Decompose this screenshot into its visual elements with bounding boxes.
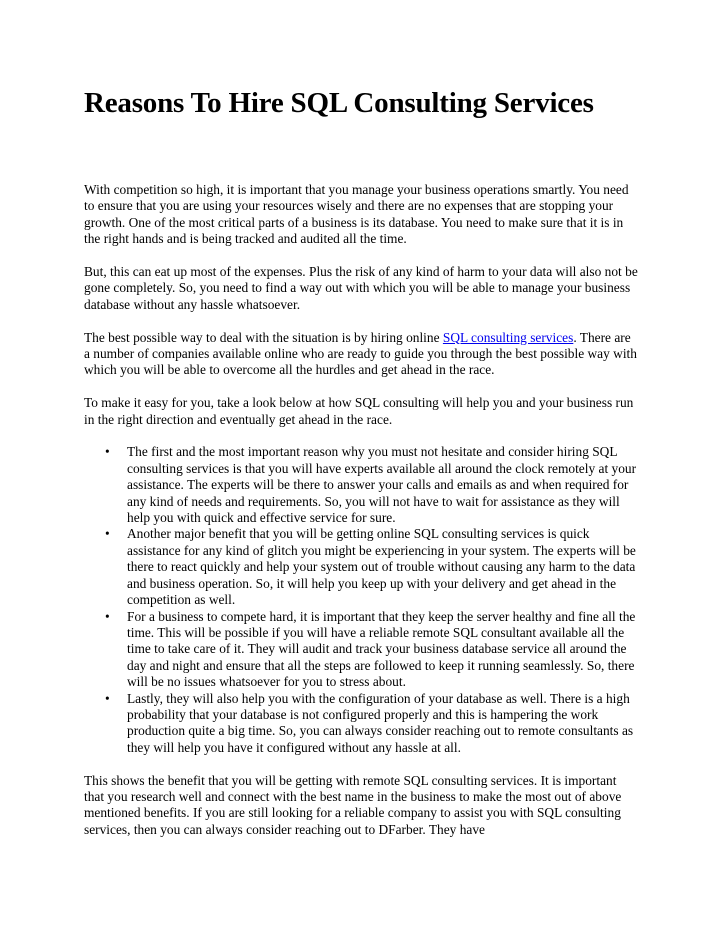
paragraph-intro: With competition so high, it is important that you manage your business operations smartly. You need to ensure that you are using your resources wisely and there are no expenses that are stopping your growth. One of the most critical parts of a business is its database. You need to make sure that it is in the right hands and is being tracked and audited all the time.	[84, 182, 629, 247]
paragraph-list-intro: To make it easy for you, take a look below at how SQL consulting will help you and your business run in the right direction and eventually get ahead in the race.	[84, 395, 634, 427]
paragraph-hiring-text-before: The best possible way to deal with the situation is by hiring online	[84, 329, 443, 345]
reasons-list	[84, 444, 638, 756]
list-item-text: The first and the most important reason why you must not hesitate and consider hiring SQL consulting services is that you will have experts available all around the clock remotely at your assistance. The experts will be there to answer your calls and emails as and when required for any kind of needs and requirements. So, you will not have to wait for assistance as they will help you with quick and effective service for sure.	[127, 444, 637, 526]
list-item	[105, 444, 638, 526]
paragraph-expenses: But, this can eat up most of the expenses. Plus the risk of any kind of harm to your data will also not be gone completely. So, you need to find a way out with which you will be able to manage your business database without any hassle whatsoever.	[84, 264, 638, 312]
bullet-icon: •	[105, 608, 110, 624]
article-body	[84, 182, 638, 855]
paragraph-conclusion: This shows the benefit that you will be getting with remote SQL consulting services. It is important that you research well and connect with the best name in the business to make the most out of above mentioned benefits. If you are still looking for a reliable company to assist you with SQL consulting services, then you can always consider reaching out to DFarber. They have	[84, 772, 622, 837]
paragraph-hiring	[84, 330, 638, 379]
page-title: Reasons To Hire SQL Consulting Services	[84, 87, 594, 119]
paragraph-hiring-text-after: . There are a number of companies available online who are ready to guide you through the best possible way with which you will be able to overcome all the hurdles and get ahead in the race.	[84, 329, 637, 378]
bullet-icon: •	[105, 444, 110, 460]
list-item-text: Lastly, they will also help you with the configuration of your database as well. There is a high probability that your database is not configured properly and this is hampering the work production quite a big time. So, you can always consider reaching out to remote consultants as they will help you have it configured without any hassle at all.	[127, 690, 634, 755]
list-item	[105, 608, 638, 691]
list-item-text: Another major benefit that you will be getting online SQL consulting services is quick assistance for any kind of glitch you might be experiencing in your system. The experts will be there to react quickly and help your system out of trouble without causing any harm to the data and business operation. So, it will help you keep up with your delivery and get ahead in the competition as well.	[127, 526, 636, 608]
list-item-text: For a business to compete hard, it is important that they keep the server healthy and fine all the time. This will be possible if you will have a reliable remote SQL consultant available all the time to take care of it. They will audit and track your business database service all around the day and night and ensure that all the steps are followed to keep it running seamlessly. So, there will be no issues whatsoever for you to stress about.	[127, 608, 636, 690]
bullet-icon: •	[105, 526, 110, 542]
bullet-icon: •	[105, 690, 110, 706]
list-item	[105, 526, 638, 608]
sql-consulting-services-link[interactable]: SQL consulting services	[442, 329, 574, 345]
list-item	[105, 690, 638, 757]
